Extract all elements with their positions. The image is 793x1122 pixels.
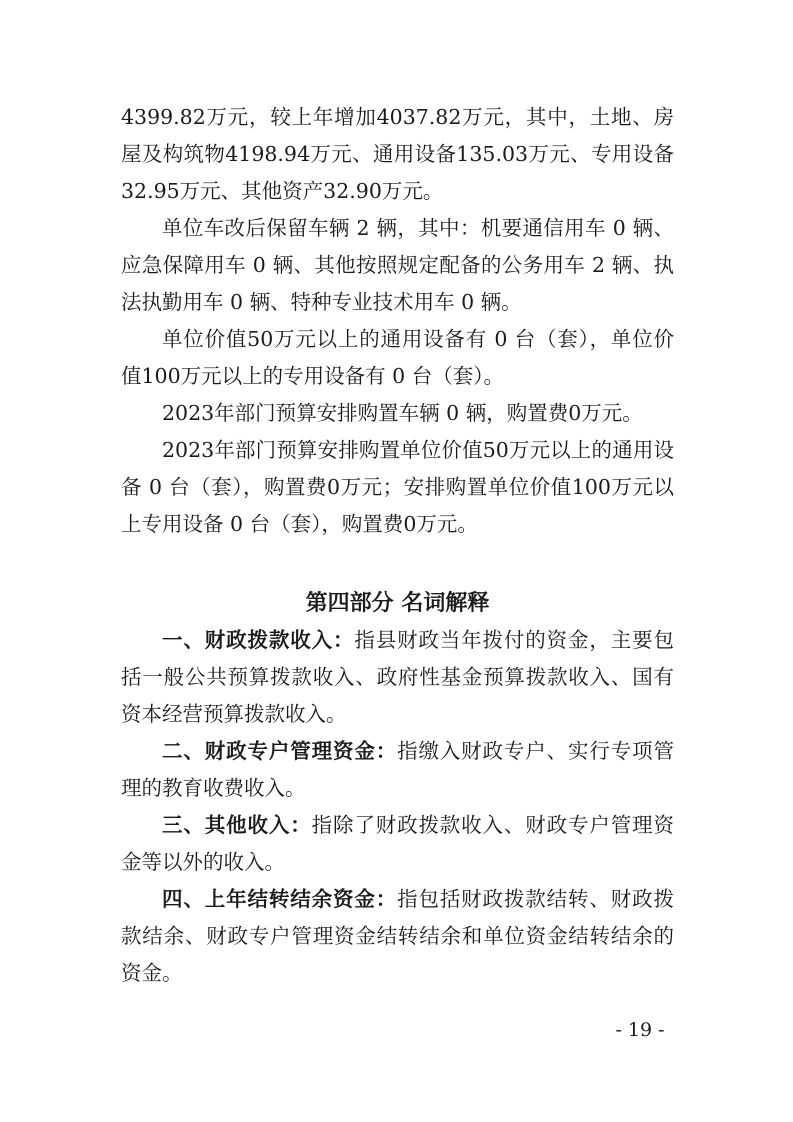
- section-title: 第四部分 名词解释: [305, 591, 490, 616]
- paragraph-budget-equipment: 2023年部门预算安排购置单位价值50万元以上的通用设备 0 台（套），购置费0万元；安排购置单位价值100万元以上专用设备 0 台（套），购置费0万元。: [121, 438, 674, 536]
- paragraph-equipment: 单位价值50万元以上的通用设备有 0 台（套），单位价值100万元以上的专用设备有 0 台（套）。: [121, 327, 674, 388]
- page-number: - 19 -: [615, 1019, 665, 1041]
- term-definition: 指缴入财政专户、实行专项管理的教育收费收入。: [121, 739, 675, 800]
- paragraph-budget-vehicles: 2023年部门预算安排购置车辆 0 辆，购置费0万元。: [162, 401, 643, 425]
- term-paragraph-2: [121, 733, 674, 807]
- term-paragraph-4: [121, 881, 674, 992]
- term-paragraph-3: [121, 807, 674, 881]
- term-definition: 指县财政当年拨付的资金，主要包括一般公共预算拨款收入、政府性基金预算拨款收入、国有资本经营预算拨款收入。: [121, 628, 675, 726]
- term-definition: 指包括财政拨款结转、财政拨款结余、财政专户管理资金结转结余和单位资金结转结余的资金。: [121, 887, 675, 985]
- paragraph-assets-continued: 4399.82万元，较上年增加4037.82万元，其中，土地、房屋及构筑物4198.94万元、通用设备135.03万元、专用设备32.95万元、其他资产32.90万元。: [121, 105, 674, 203]
- term-label: 四、上年结转结余资金：: [162, 887, 398, 911]
- term-definition: 指除了财政拨款收入、财政专户管理资金等以外的收入。: [121, 813, 675, 874]
- paragraph-vehicles: 单位车改后保留车辆 2 辆，其中：机要通信用车 0 辆、应急保障用车 0 辆、其他按照规定配备的公务用车 2 辆、执法执勤用车 0 辆、特种专业技术用车 0 辆。: [121, 216, 674, 314]
- term-paragraph-1: [121, 622, 674, 733]
- term-label: 三、其他收入：: [162, 813, 312, 837]
- term-label: 二、财政专户管理资金：: [162, 739, 398, 763]
- term-label: 一、财政拨款收入：: [162, 628, 355, 652]
